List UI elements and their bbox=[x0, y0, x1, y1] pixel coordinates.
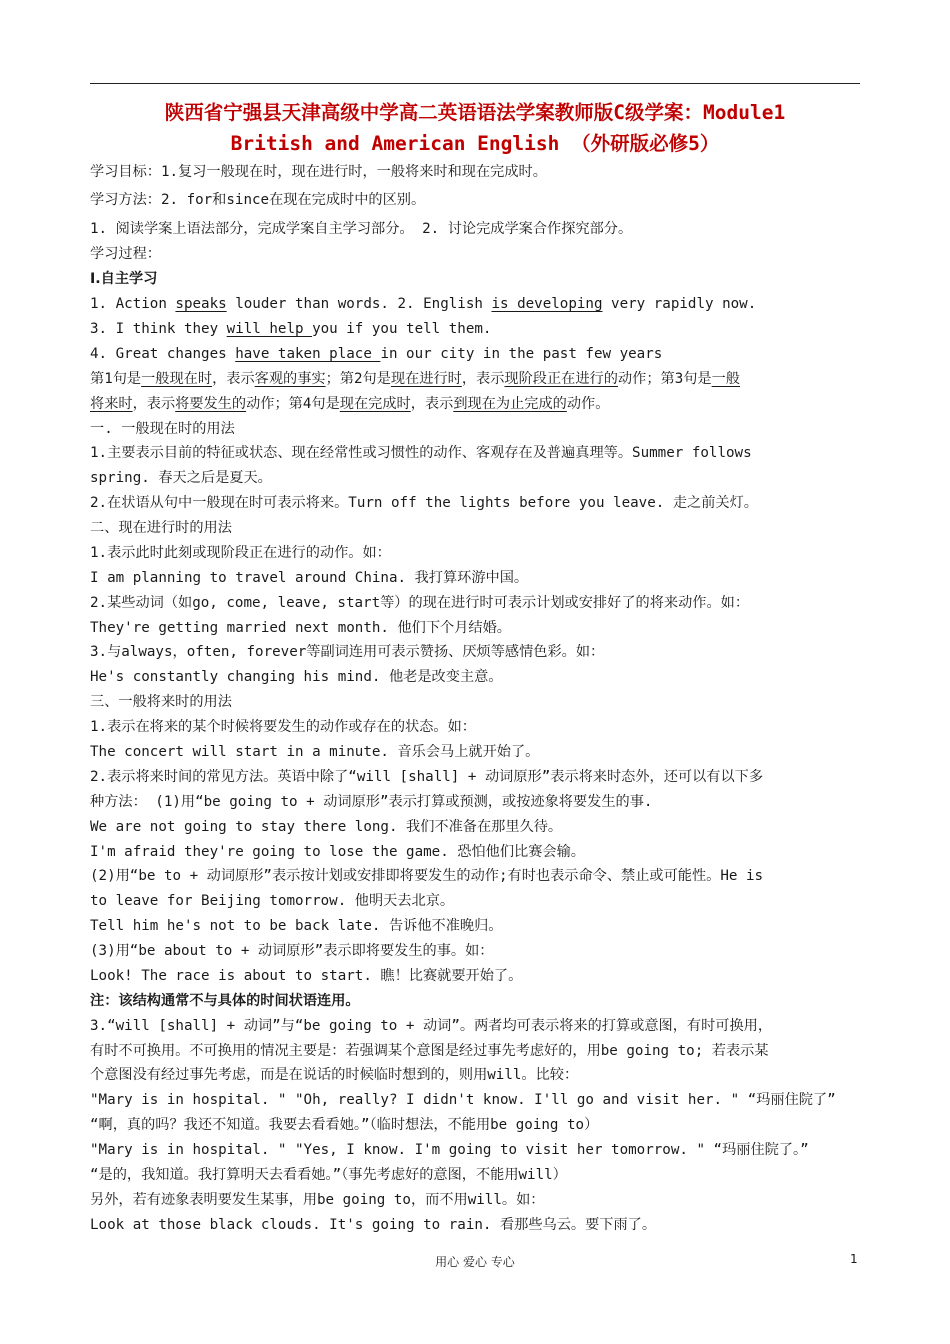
document-title-line2: British and American English （外研版必修5） bbox=[230, 132, 720, 155]
learning-steps: 1. 阅读学案上语法部分，完成学案自主学习部分。 2. 讨论完成学案合作探究部分。 bbox=[90, 221, 633, 237]
example-1-2: 1. Action speaks louder than words. 2. English is developing very rapidly now. bbox=[90, 296, 757, 312]
text-line: He's constantly changing his mind. 他老是改变主意。 bbox=[90, 669, 503, 685]
text-line: spring. 春天之后是夏天。 bbox=[90, 470, 272, 486]
learning-method: 学习方法：2. for和since在现在完成时中的区别。 bbox=[90, 192, 426, 208]
text-line: (3)用“be about to + 动词原形”表示即将要发生的事。如： bbox=[90, 943, 494, 959]
heading-simple-present: 一. 一般现在时的用法 bbox=[90, 421, 235, 437]
note-bold: 注：该结构通常不与具体的时间状语连用。 bbox=[90, 993, 360, 1009]
text-line: 2.表示将来时间的常见方法。英语中除了“will [shall] + 动词原形”表示将来时态外，还可以有以下多 bbox=[90, 769, 764, 785]
page-number: 1 bbox=[850, 1252, 858, 1266]
document-title-line1: 陕西省宁强县天津高级中学高二英语语法学案教师版C级学案：Module1 bbox=[164, 101, 786, 124]
text-line: 2.某些动词（如go, come, leave, start等）的现在进行时可表示计划或安排好了的将来动作。如： bbox=[90, 595, 750, 611]
example-4: 4. Great changes have taken place in our city in the past few years bbox=[90, 346, 663, 362]
text-line: 2.在状语从句中一般现在时可表示将来。Turn off the lights before you leave. 走之前关灯。 bbox=[90, 495, 758, 511]
text-line: 1.表示在将来的某个时候将要发生的动作或存在的状态。如： bbox=[90, 719, 476, 735]
text-line: Look! The race is about to start. 瞧！比赛就要开始了。 bbox=[90, 968, 523, 984]
text-line: 个意图没有经过事先考虑，而是在说话的时候临时想到的，则用will。比较： bbox=[90, 1067, 579, 1083]
summary-line-2: 将来时，表示将要发生的动作；第4句是现在完成时，表示到现在为止完成的动作。 bbox=[90, 396, 610, 412]
text-line: 有时不可换用。不可换用的情况主要是：若强调某个意图是经过事先考虑好的，用be going to; 若表示某 bbox=[90, 1043, 769, 1059]
section-heading-self-study: Ⅰ.自主学习 bbox=[90, 271, 158, 287]
heading-present-progressive: 二、现在进行时的用法 bbox=[90, 520, 232, 536]
text-line: 种方法： (1)用“be going to + 动词原形”表示打算或预测，或按迹象将要发生的事. bbox=[90, 794, 653, 810]
text-line: (2)用“be to + 动词原形”表示按计划或安排即将要发生的动作;有时也表示命令、禁止或可能性。He is bbox=[90, 868, 764, 884]
text-line: 1.主要表示目前的特征或状态、现在经常性或习惯性的动作、客观存在及普遍真理等。Summer follows bbox=[90, 445, 752, 461]
text-line: I'm afraid they're going to lose the game. 恐怕他们比赛会输。 bbox=[90, 844, 585, 860]
text-line: Tell him he's not to be back late. 告诉他不准晚归。 bbox=[90, 918, 503, 934]
summary-line-1: 第1句是一般现在时，表示客观的事实；第2句是现在进行时，表示现阶段正在进行的动作；第3句是一般 bbox=[90, 371, 740, 387]
text-line: 1.表示此时此刻或现阶段正在进行的动作。如： bbox=[90, 545, 391, 561]
text-line: 另外，若有迹象表明要发生某事，用be going to，而不用will。如： bbox=[90, 1192, 545, 1208]
text-line: to leave for Beijing tomorrow. 他明天去北京。 bbox=[90, 893, 455, 909]
text-line: “啊，真的吗？我还不知道。我要去看看她。”（临时想法，不能用be going to） bbox=[90, 1117, 599, 1133]
text-line: "Mary is in hospital. " "Oh, really? I didn't know. I'll go and visit her. " “玛丽住院了” bbox=[90, 1092, 836, 1108]
text-line: 3.与always，often, forever等副词连用可表示赞扬、厌烦等感情色彩。如： bbox=[90, 644, 605, 660]
text-line: 3.“will [shall] + 动词”与“be going to + 动词”。两者均可表示将来的打算或意图，有时可换用， bbox=[90, 1018, 773, 1034]
text-line: We are not going to stay there long. 我们不准备在那里久待。 bbox=[90, 819, 563, 835]
learning-goal: 学习目标：1.复习一般现在时，现在进行时，一般将来时和现在完成时。 bbox=[90, 164, 547, 180]
text-line: "Mary is in hospital. " "Yes, I know. I'm going to visit her tomorrow. " “玛丽住院了。” bbox=[90, 1142, 809, 1158]
text-line: The concert will start in a minute. 音乐会马上就开始了。 bbox=[90, 744, 540, 760]
heading-simple-future: 三、一般将来时的用法 bbox=[90, 694, 232, 710]
text-line: “是的，我知道。我打算明天去看看她。”（事先考虑好的意图，不能用will） bbox=[90, 1167, 567, 1183]
text-line: Look at those black clouds. It's going to rain. 看那些乌云。要下雨了。 bbox=[90, 1217, 657, 1233]
example-3: 3. I think they will help you if you tell them. bbox=[90, 321, 492, 337]
text-line: I am planning to travel around China. 我打算环游中国。 bbox=[90, 570, 529, 586]
text-line: They're getting married next month. 他们下个月结婚。 bbox=[90, 620, 511, 636]
learning-process: 学习过程： bbox=[90, 246, 161, 262]
page-footer: 用心 爱心 专心 bbox=[435, 1255, 515, 1269]
header-rule bbox=[90, 83, 860, 84]
